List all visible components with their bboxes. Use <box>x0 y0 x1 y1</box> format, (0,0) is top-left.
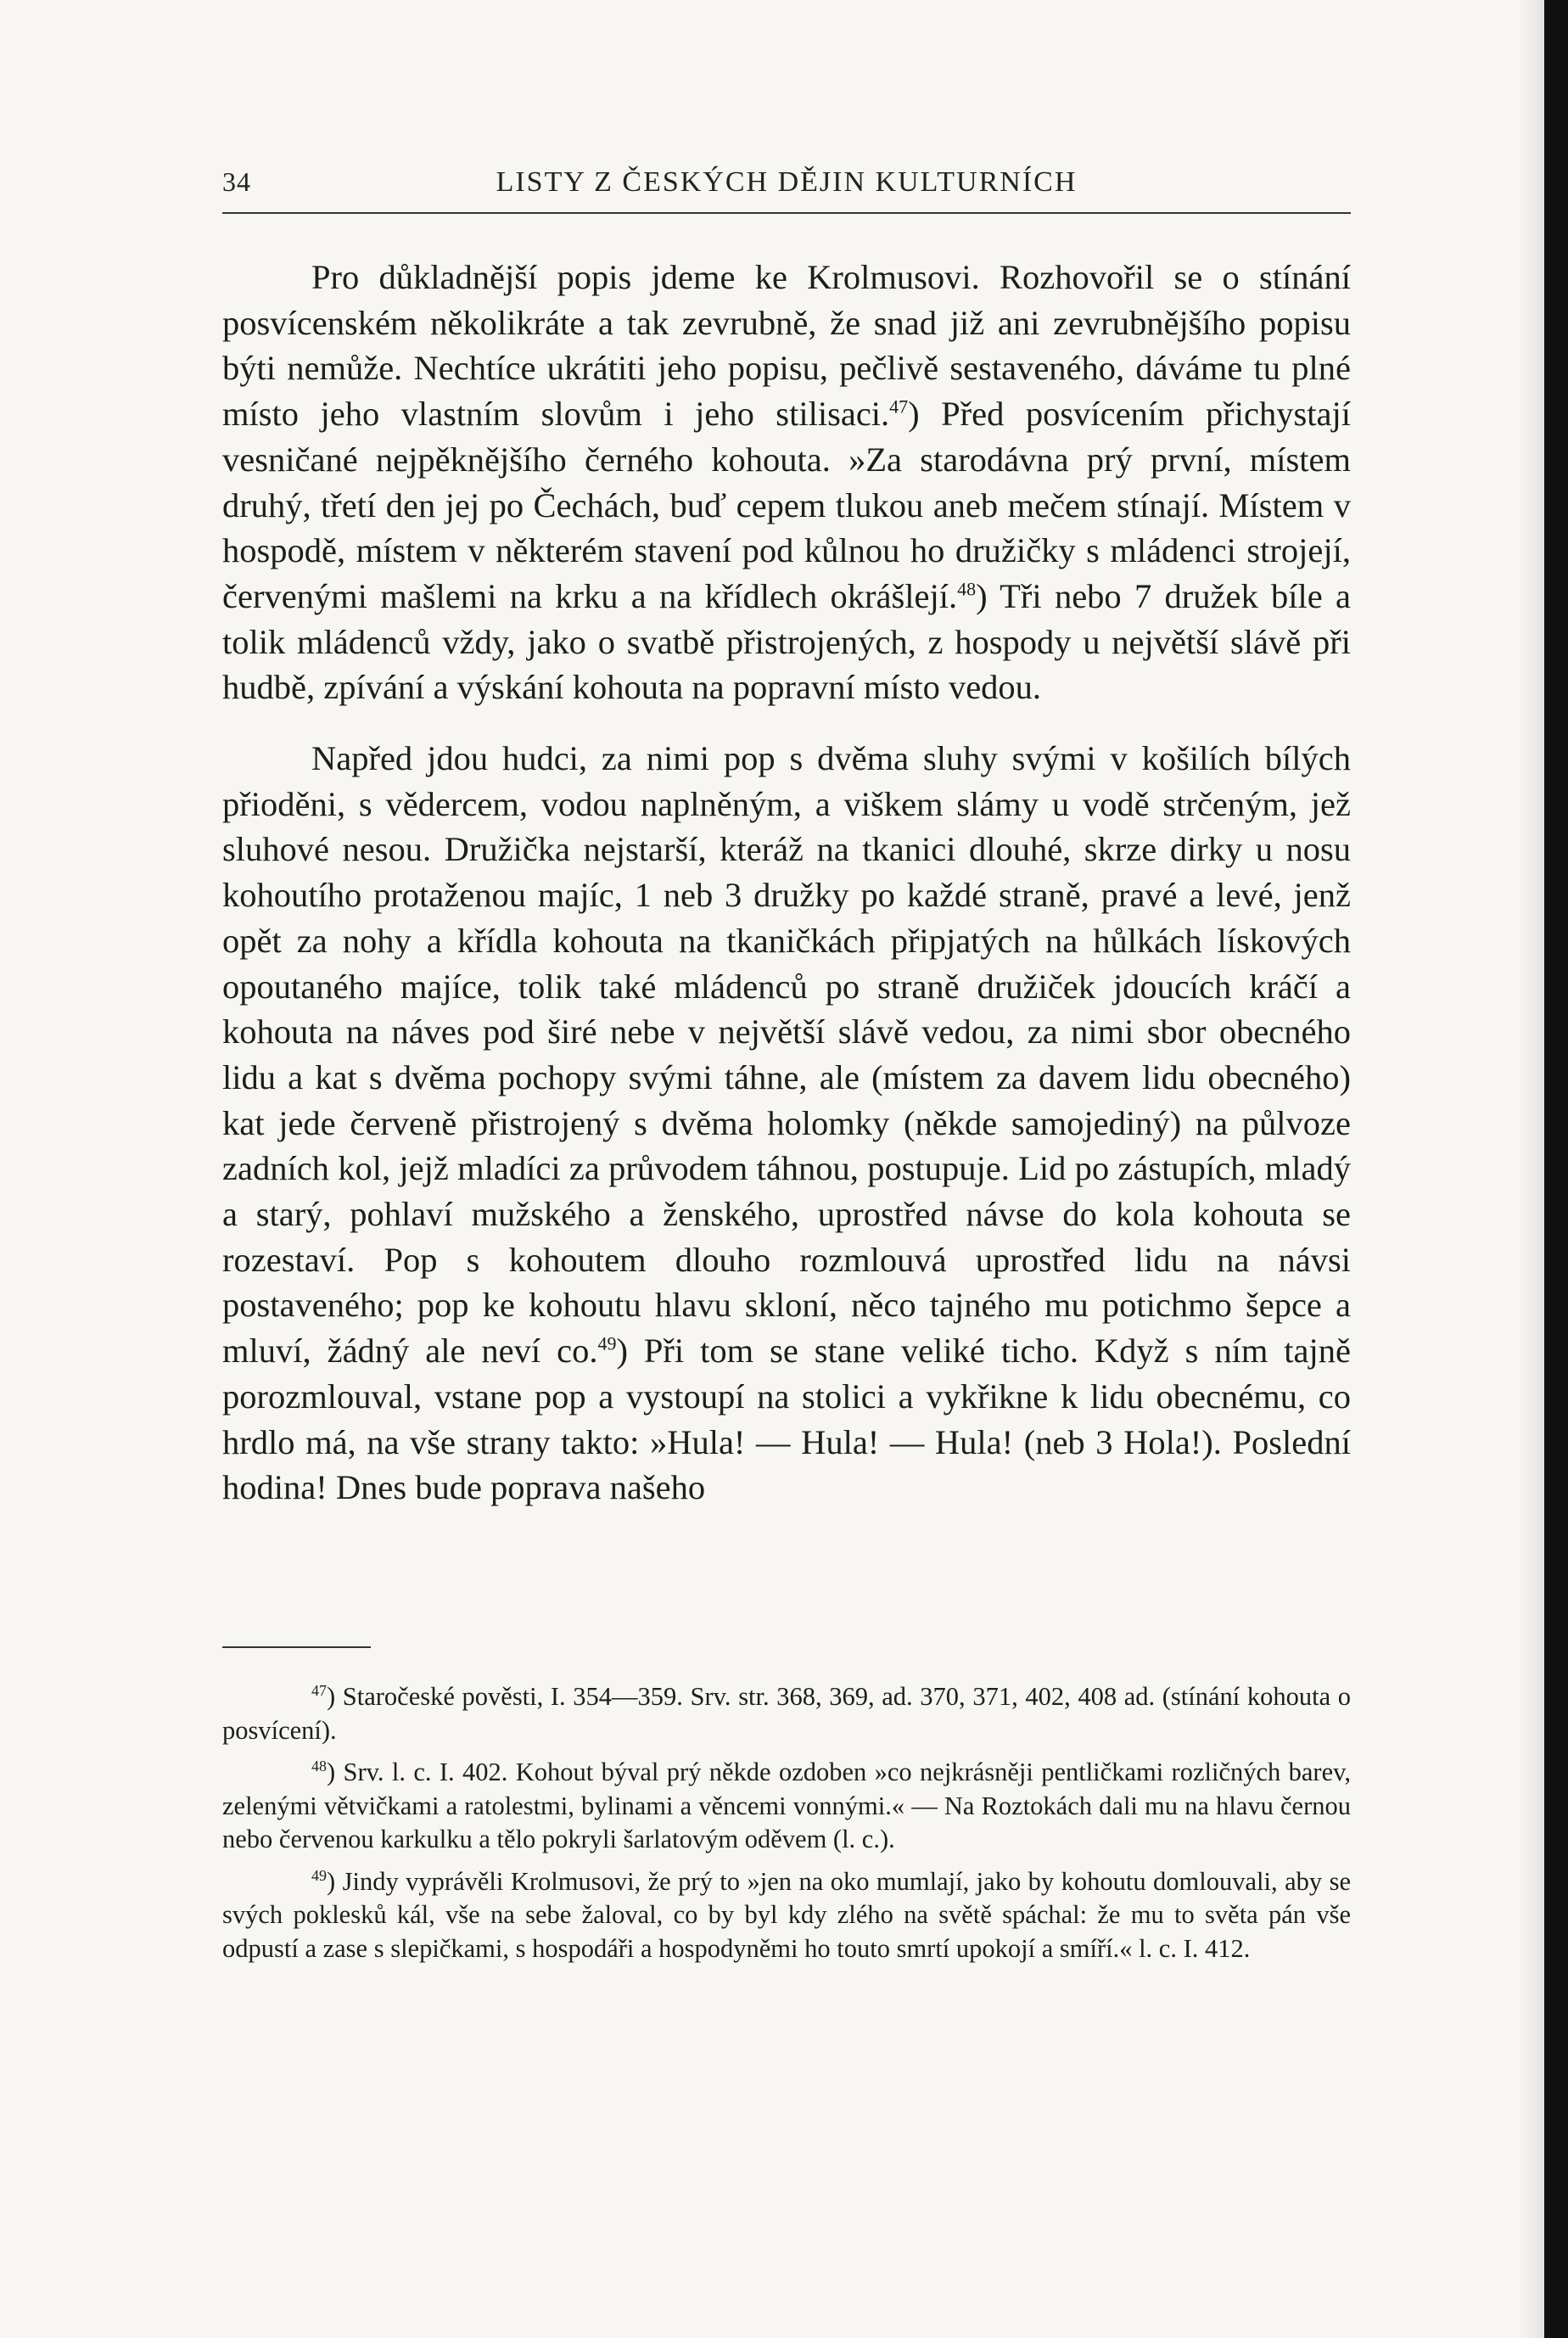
footnote-49-text: ) Jindy vyprávěli Krolmusovi, že prý to »jen na oko mumlají, jako by kohoutu domlouvali, aby se svých poklesků kál, vše na sebe žaloval, co by byl kdy zlého na světě spáchal: že mu to světa pán vše odpustí a zase s slepičkami, s hospodáři a hospodyněmi ho touto smrtí upokojí a smíří.« l. c. I. 412. <box>222 1866 1351 1963</box>
running-title: LISTY Z ČESKÝCH DĚJIN KULTURNÍCH <box>496 166 1078 198</box>
footnote-ref-48: 48 <box>957 578 977 600</box>
paragraph-2-text-b: ) Při tom se stane veliké ticho. Když s ním tajně porozmlouval, vstane pop a vystoupí na stolici a vykřikne k lidu obecnému, co hrdlo má, na vše strany takto: »Hula! — Hula! — Hula! (neb 3 Hola!). Poslední hodina! Dnes bude poprava našeho <box>222 1332 1351 1507</box>
paragraph-2 <box>222 736 1351 1511</box>
paragraph-1-text-a: Pro důkladnější popis jdeme ke Krolmusovi. Rozhovořil se o stínání posvícenském několikráte a tak zevrubně, že snad již ani zevrubnějšího popisu býti nemůže. Nechtíce ukrátiti jeho popisu, pečlivě sestaveného, dáváme tu plné místo jeho vlastním slovům i jeho stilisaci. <box>222 258 1351 434</box>
footnotes <box>222 1680 1351 1965</box>
paragraph-1-text-c: ) Tři nebo 7 družek bíle a tolik mládenců vždy, jako o svatbě přistrojených, z hospody u největší slávě při hudbě, zpívání a výskání kohouta na popravní místo vedou. <box>222 576 1351 707</box>
footnote-47-number: 47 <box>311 1681 327 1699</box>
main-text <box>222 255 1351 1511</box>
page-number: 34 <box>222 166 251 197</box>
footnote-ref-47: 47 <box>889 395 909 418</box>
footnote-48 <box>222 1756 1351 1857</box>
paragraph-1 <box>222 255 1351 710</box>
footnote-49-number: 49 <box>311 1866 327 1884</box>
footnote-48-text: ) Srv. l. c. I. 402. Kohout býval prý někde ozdoben »co nejkrásněji pentličkami rozličných barev, zelenými větvičkami a ratolestmi, bylinami a věncemi vonnými.« — Na Roztokách dali mu na hlavu černou nebo červenou karkulku a tělo pokryli šarlatovým oděvem (l. c.). <box>222 1758 1351 1853</box>
footnote-47-text: ) Staročeské pověsti, I. 354—359. Srv. str. 368, 369, ad. 370, 371, 402, 408 ad. (stínání kohouta o posvícení). <box>222 1682 1351 1745</box>
paragraph-1-text-b: ) Před posvícením přichystají vesničané nejpěknějšího černého kohouta. »Za starodávna prý první, místem druhý, třetí den jej po Čechách, buď cepem tlukou aneb mečem stínají. Místem v hospodě, místem v některém stavení pod kůlnou ho družičky s mládenci strojejí, červenými mašlemi na krku a na křídlech okrášlejí. <box>222 395 1351 615</box>
scan-border <box>1544 0 1568 2338</box>
footnote-ref-49: 49 <box>597 1332 617 1354</box>
running-head <box>222 161 1351 214</box>
footnote-separator <box>222 1646 371 1648</box>
paragraph-2-text-a: Napřed jdou hudci, za nimi pop s dvěma sluhy svými v košilích bílých přioděni, s vědercem, vodou naplněným, a viškem slámy u vodě strčeným, jež sluhové nesou. Družička nejstarší, kteráž na tkanici dlouhé, skrze dirky u nosu kohoutího protaženou majíc, 1 neb 3 družky po každé straně, pravé a levé, jenž opět za nohy a křídla kohouta na tkaničkách připjatých na hůlkách lískových opoutaného majíce, tolik také mládenců po straně družiček jdoucích kráčí a kohouta na náves pod širé nebe v největší slávě vedou, za nimi sbor obecného lidu a kat s dvěma pochopy svými táhne, ale (místem za davem lidu obecného) kat jede červeně přistrojený s dvěma holomky (někde samojediný) na půlvoze zadních kol, jejž mladíci za průvodem táhnou, postupuje. Lid po zástupích, mladý a starý, pohlaví mužského a ženského, uprostřed návse do kola kohouta se rozestaví. Pop s kohoutem dlouho rozmlouvá uprostřed lidu na návsi postaveného; pop ke kohoutu hlavu skloní, něco tajného mu potichmo šepce a mluví, žádný ale neví co. <box>222 739 1351 1371</box>
footnote-49 <box>222 1865 1351 1966</box>
footnote-48-number: 48 <box>311 1757 327 1775</box>
page-edge-shadow <box>1519 0 1544 2338</box>
footnote-47 <box>222 1680 1351 1747</box>
